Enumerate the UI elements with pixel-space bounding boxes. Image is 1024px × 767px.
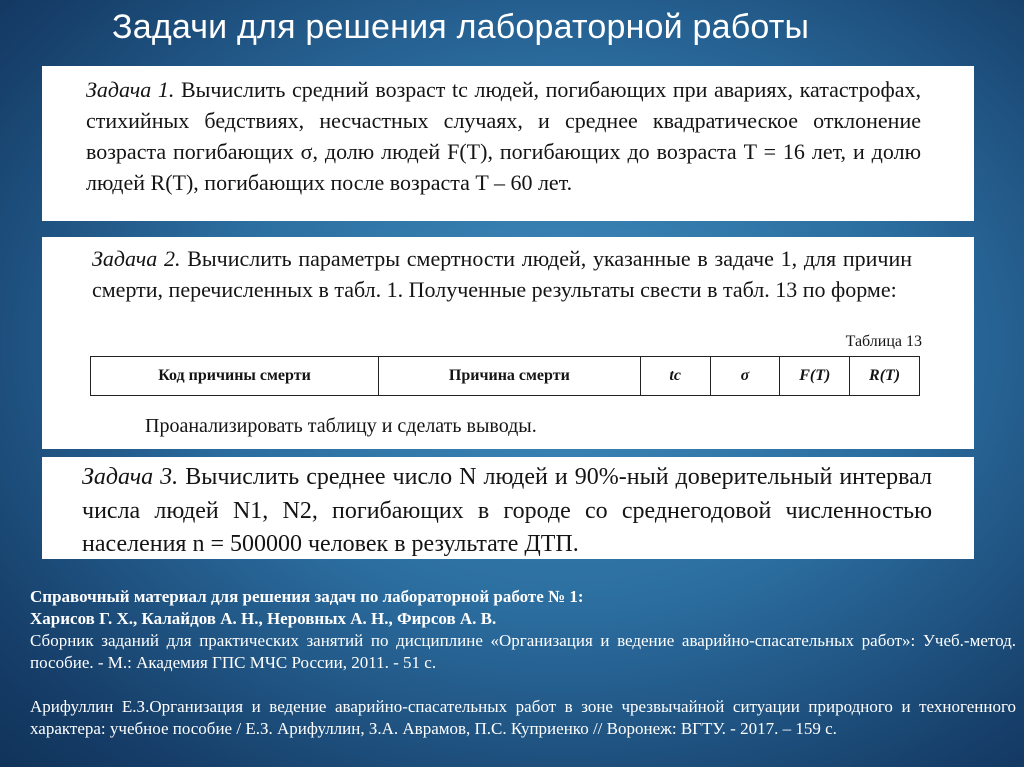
references-spacer — [30, 674, 1016, 696]
table-13 — [90, 356, 920, 396]
reference-book-1: Сборник заданий для практических занятий по дисциплине «Организация и ведение аварийно-спасательных работ»: Учеб.-метод. пособие. - М.: Академия ГПС МЧС России, 2011. - 51 с. — [30, 631, 1016, 672]
task-2-paragraph — [92, 243, 912, 305]
task-3-text: Вычислить среднее число N людей и 90%-ный доверительный интервал числа людей N1, N2, погибающих в городе со среднегодовой численностью населения n = 500000 человек в результате ДТП. — [82, 464, 933, 557]
task-3-paragraph — [82, 461, 932, 562]
references-block — [30, 586, 1016, 740]
column-header-sigma: σ — [710, 357, 780, 396]
table-13-caption: Таблица 13 — [845, 333, 922, 350]
references-authors: Харисов Г. Х., Калайдов А. Н., Неровных А. Н., Фирсов А. В. — [30, 609, 497, 628]
task-1-text: Вычислить средний возраст tc людей, погибающих при авариях, катастрофах, стихийных бедствиях, несчастных случаях, и среднее квадратическое отклонение возраста погибающих σ, долю людей F(T), погибающих до возраста T = 16 лет, и долю людей R(T), погибающих после возраста T – 60 лет. — [86, 77, 922, 195]
column-header-tc: tc — [640, 357, 710, 396]
reference-book-2: Арифуллин Е.З.Организация и ведение аварийно-спасательных работ в зоне чрезвычайной ситуации природного и техногенного характера: учебное пособие / Е.З. Арифуллин, З.А. Аврамов, П.С. Куприенко // Воронеж: ВГТУ. - 2017. – 159 с. — [30, 697, 1016, 738]
column-header-cause: Причина смерти — [378, 357, 640, 396]
column-header-rt: R(T) — [850, 357, 920, 396]
references-heading: Справочный материал для решения задач по лабораторной работе № 1: — [30, 587, 584, 606]
task-2-card — [42, 237, 974, 449]
task-2-after-text: Проанализировать таблицу и сделать выводы. — [145, 415, 537, 437]
column-header-ft: F(T) — [780, 357, 850, 396]
table-13-header-row — [91, 357, 920, 396]
task-3-card — [42, 457, 974, 559]
task-1-card — [42, 66, 974, 221]
column-header-cause-code: Код причины смерти — [91, 357, 379, 396]
task-1-label: Задача 1. — [86, 77, 175, 102]
task-2-label: Задача 2. — [92, 246, 181, 271]
task-2-text: Вычислить параметры смертности людей, указанные в задаче 1, для причин смерти, перечисленных в табл. 1. Полученные результаты свести в табл. 13 по форме: — [92, 246, 913, 302]
task-1-paragraph — [86, 74, 921, 198]
slide-title: Задачи для решения лабораторной работы — [112, 8, 810, 46]
task-3-label: Задача 3. — [82, 464, 179, 490]
